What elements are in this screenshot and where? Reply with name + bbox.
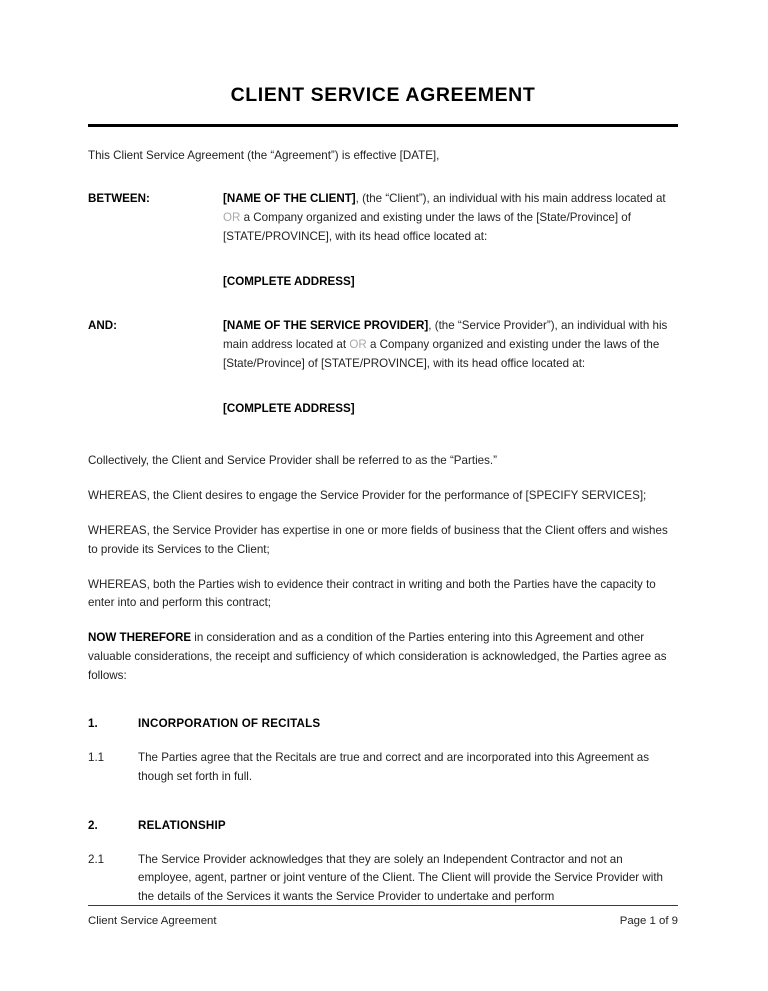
document-content	[88, 0, 678, 907]
article-1-heading	[88, 715, 678, 734]
client-text-before-or: , (the “Client”), an individual with his main address located at	[355, 192, 666, 206]
clause-1-1	[88, 749, 678, 787]
clause-1-1-number: 1.1	[88, 751, 105, 765]
article-2-title: RELATIONSHIP	[138, 818, 226, 832]
title-divider	[88, 124, 678, 127]
clause-2-1	[88, 851, 678, 907]
recital-whereas-1: WHEREAS, the Client desires to engage the Service Provider for the performance of [SPECIFY SERVICES];	[88, 489, 647, 503]
service-provider-address-placeholder: [COMPLETE ADDRESS]	[223, 401, 355, 415]
client-address-spacer	[88, 273, 223, 292]
effective-date-paragraph: This Client Service Agreement (the “Agreement”) is effective [DATE],	[88, 149, 440, 163]
clause-1-1-text: The Parties agree that the Recitals are true and correct and are incorporated into this Agreement as though set forth in full.	[138, 751, 650, 784]
client-or-token: OR	[223, 210, 241, 224]
recitals-section	[88, 452, 678, 685]
recital-whereas-2: WHEREAS, the Service Provider has expertise in one or more fields of business that the Client offers and wishes to provide its Services to the Client;	[88, 523, 668, 556]
client-name-placeholder: [NAME OF THE CLIENT]	[223, 192, 356, 206]
service-provider-or-token: OR	[349, 338, 367, 352]
client-text-after-or: a Company organized and existing under the laws of the [State/Province] of [STATE/PROVINCE], with its head office located at:	[223, 210, 631, 243]
footer-page-number: Page 1 of 9	[619, 915, 678, 927]
clause-2-1-text: The Service Provider acknowledges that they are solely an Independent Contractor and not an employee, agent, partner or joint venture of the Client. The Client will provide the Service Provider with the details of the Services it wants the Service Provider to undertake and perform	[138, 852, 663, 904]
article-2-number: 2.	[88, 818, 98, 832]
service-provider-address-spacer	[88, 400, 223, 419]
service-provider-text-before-or: , (the “Service Provider”), an individual with his main address located at	[223, 319, 668, 352]
service-provider-address-row	[88, 400, 678, 419]
recital-collectively: Collectively, the Client and Service Provider shall be referred to as the “Parties.”	[88, 454, 497, 468]
service-provider-text-after-or: a Company organized and existing under the laws of the [State/Province] of [STATE/PROVINCE], with its head office located at:	[223, 338, 660, 370]
footer-row	[88, 906, 678, 930]
article-1	[88, 715, 678, 786]
party-description-service-provider	[223, 317, 678, 373]
party-label-and: AND:	[88, 319, 117, 333]
client-address-row	[88, 273, 678, 292]
party-block-client	[88, 190, 678, 246]
now-therefore-rest: in consideration and as a condition of the Parties entering into this Agreement and other valuable considerations, the receipt and sufficiency of which consideration is acknowledged, the Parties agree as follows:	[88, 631, 667, 682]
party-block-service-provider	[88, 317, 678, 373]
party-description-client	[223, 190, 678, 246]
article-1-title: INCORPORATION OF RECITALS	[138, 717, 321, 731]
party-label-between: BETWEEN:	[88, 192, 150, 206]
recital-now-therefore	[88, 629, 678, 685]
client-address-placeholder: [COMPLETE ADDRESS]	[223, 274, 355, 288]
page-footer	[88, 905, 678, 930]
article-2	[88, 817, 678, 907]
page-title: CLIENT SERVICE AGREEMENT	[230, 84, 536, 106]
service-provider-name-placeholder: [NAME OF THE SERVICE PROVIDER]	[223, 319, 429, 333]
clause-2-1-number: 2.1	[88, 852, 105, 866]
article-2-heading	[88, 817, 678, 836]
recital-whereas-3: WHEREAS, both the Parties wish to evidence their contract in writing and both the Parties have the capacity to enter into and perform this contract;	[88, 577, 656, 610]
article-1-number: 1.	[88, 717, 98, 731]
footer-document-name: Client Service Agreement	[88, 915, 217, 927]
now-therefore-lead: NOW THEREFORE	[88, 631, 192, 645]
